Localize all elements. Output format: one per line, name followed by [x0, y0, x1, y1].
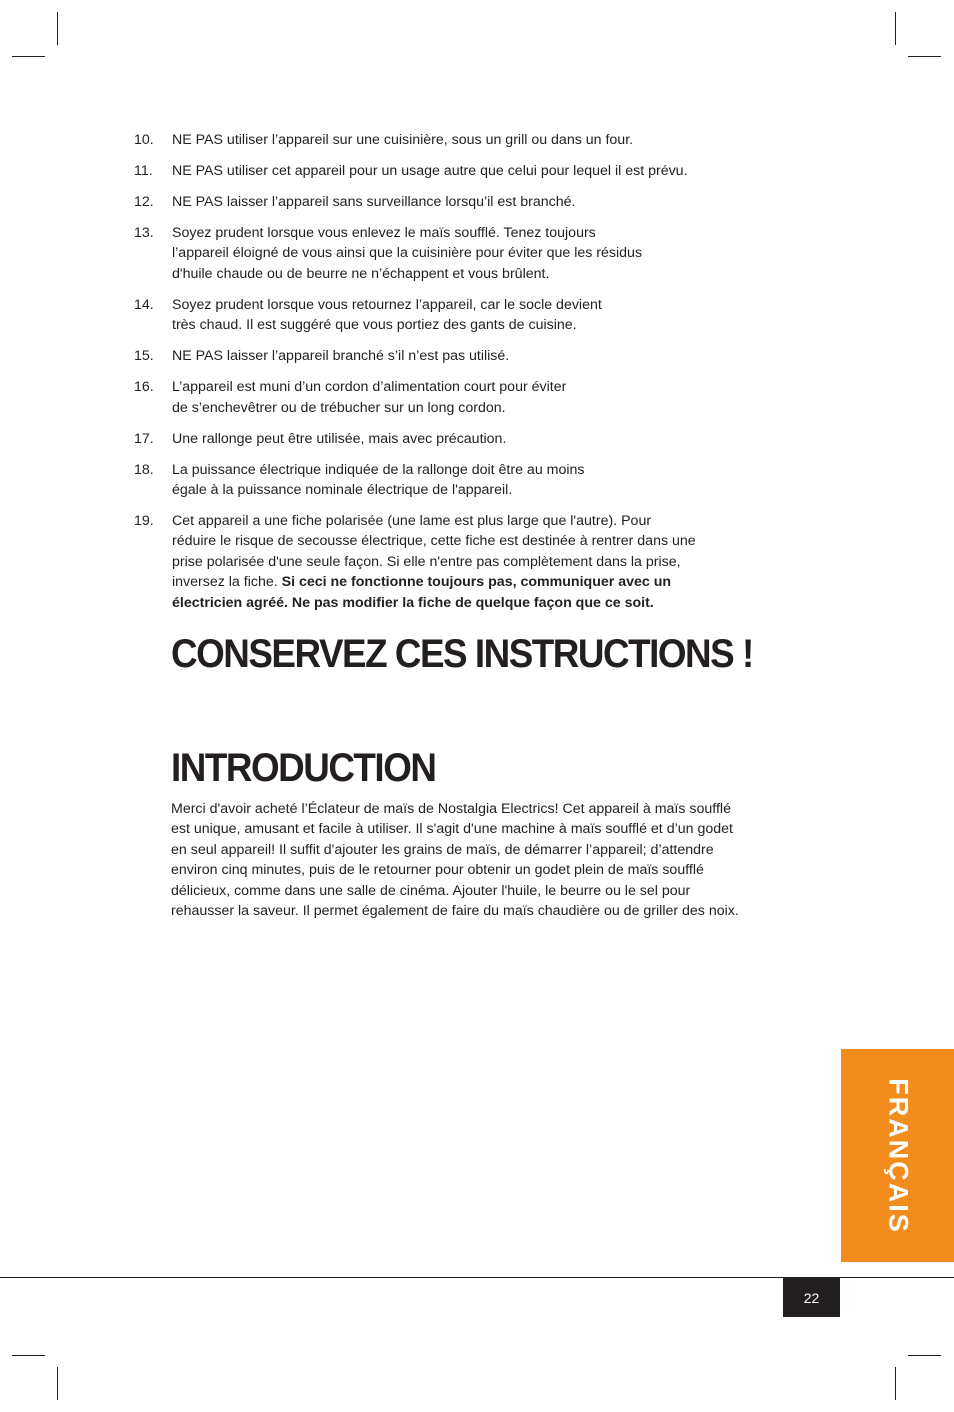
intro-line: environ cinq minutes, puis de le retourner pour obtenir un godet plein de maïs soufflé [171, 862, 704, 879]
item-number: 17. [134, 430, 154, 447]
list-item [134, 377, 794, 418]
item-text: inversez la fiche. [172, 574, 282, 591]
list-item [134, 130, 794, 150]
crop-mark [908, 56, 941, 57]
item-text: L’appareil est muni d’un cordon d’alimentation court pour éviter [172, 379, 567, 396]
introduction-paragraph [171, 799, 811, 921]
item-text: d'huile chaude ou de beurre ne n’échappent et vous brûlent. [172, 265, 550, 282]
list-item [134, 511, 794, 613]
item-text: Une rallonge peut être utilisée, mais avec précaution. [172, 430, 507, 447]
item-text: réduire le risque de secousse électrique, cette fiche est destinée à rentrer dans une [172, 533, 696, 550]
intro-line: en seul appareil! Il suffit d'ajouter les grains de maïs, de démarrer l’appareil; d’attendre [171, 841, 714, 858]
item-number: 11. [134, 163, 153, 179]
crop-mark [908, 1355, 941, 1356]
introduction-heading: INTRODUCTION [171, 746, 436, 790]
item-number: 15. [134, 348, 154, 365]
intro-line: est unique, amusant et facile à utiliser. Il s'agit d'une machine à maïs soufflé et d’un godet [171, 821, 733, 838]
list-item [134, 161, 794, 181]
item-text: Soyez prudent lorsque vous retournez l’appareil, car le socle devient [172, 296, 602, 313]
intro-line: Merci d'avoir acheté l’Éclateur de maïs de Nostalgia Electrics! Cet appareil à maïs soufflé [171, 801, 731, 817]
item-text-mixed [172, 572, 794, 592]
crop-mark [12, 56, 45, 57]
item-number: 10. [134, 132, 154, 148]
list-item [134, 346, 794, 366]
item-number: 12. [134, 194, 154, 210]
crop-mark [12, 1355, 45, 1356]
language-label: FRANÇAIS [883, 1077, 913, 1234]
item-text: égale à la puissance nominale électrique de l'appareil. [172, 482, 513, 499]
item-text: Soyez prudent lorsque vous enlevez le maïs soufflé. Tenez toujours [172, 225, 596, 241]
intro-line: rehausser la saveur. Il permet également de faire du maïs chaudière ou de griller des noix. [171, 903, 739, 920]
item-text-bold: Si ceci ne fonctionne toujours pas, communiquer avec un [281, 574, 672, 591]
item-text: Cet appareil a une fiche polarisée (une lame est plus large que l'autre). Pour [172, 513, 652, 530]
item-number: 13. [134, 225, 154, 241]
item-number: 19. [134, 513, 154, 530]
crop-mark [57, 1367, 58, 1400]
crop-mark [57, 12, 58, 45]
list-item [134, 295, 794, 336]
item-text: très chaud. Il est suggéré que vous portiez des gants de cuisine. [172, 317, 577, 334]
item-text: l’appareil éloigné de vous ainsi que la cuisinière pour éviter que les résidus [172, 245, 643, 262]
item-text: NE PAS laisser l’appareil branché s’il n’est pas utilisé. [172, 348, 510, 365]
language-tab [841, 1049, 954, 1262]
item-text: de s’enchevêtrer ou de trébucher sur un long cordon. [172, 399, 506, 416]
intro-line: délicieux, comme dans une salle de cinéma. Ajouter l'huile, le beurre ou le sel pour [171, 882, 691, 899]
item-text: NE PAS utiliser cet appareil pour un usage autre que celui pour lequel il est prévu. [172, 163, 688, 179]
crop-mark [895, 12, 896, 45]
item-text: La puissance électrique indiquée de la rallonge doit être au moins [172, 461, 585, 478]
item-number: 18. [134, 461, 154, 478]
list-item [134, 429, 794, 449]
list-item [134, 223, 794, 284]
list-item [134, 192, 794, 212]
crop-mark [895, 1367, 896, 1400]
item-text: prise polarisée d'une seule façon. Si elle n'entre pas complètement dans la prise, [172, 553, 681, 570]
page-number: 22 [783, 1278, 840, 1317]
list-item [134, 460, 794, 501]
item-text: NE PAS laisser l’appareil sans surveillance lorsqu’il est branché. [172, 194, 576, 210]
item-text-bold: électricien agréé. Ne pas modifier la fiche de quelque façon que ce soit. [172, 594, 654, 611]
item-text: NE PAS utiliser l’appareil sur une cuisinière, sous un grill ou dans un four. [172, 132, 634, 148]
save-instructions-heading: CONSERVEZ CES INSTRUCTIONS ! [171, 632, 753, 676]
item-number: 14. [134, 296, 154, 313]
safety-instructions-list [134, 130, 794, 624]
item-number: 16. [134, 379, 154, 396]
